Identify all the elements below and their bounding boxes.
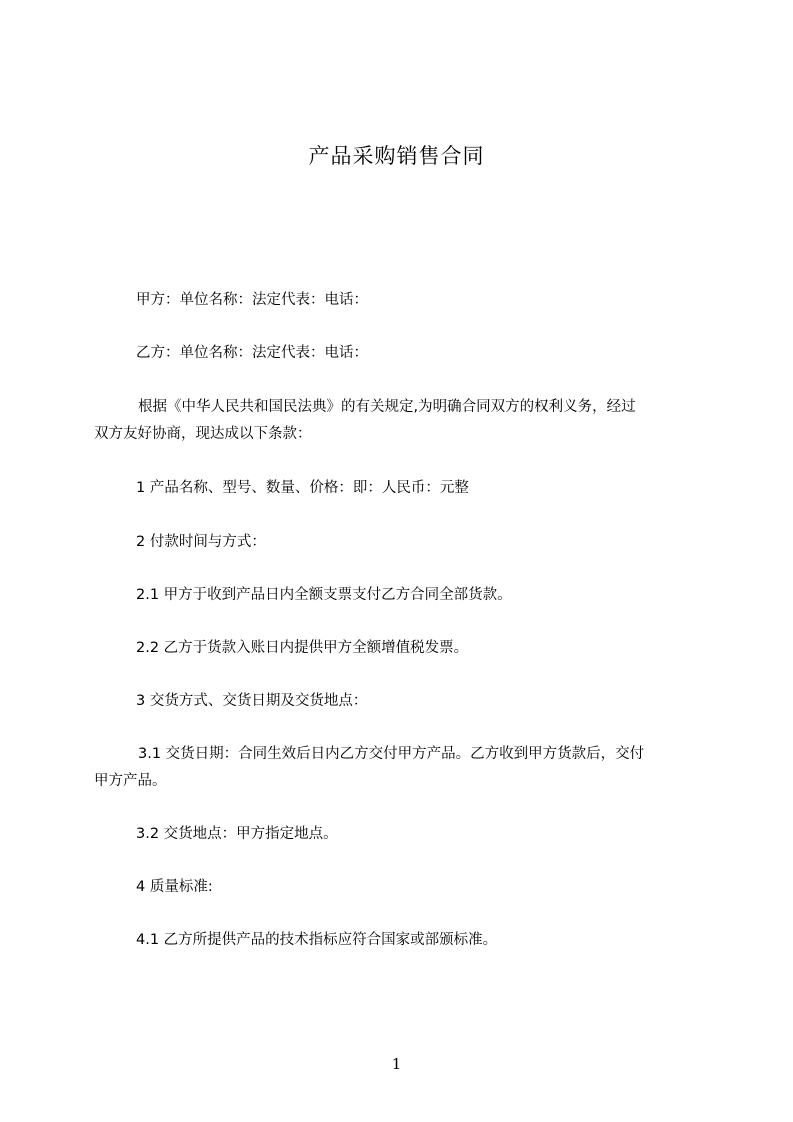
clause-4-1: 4.1 乙方所提供产品的技术指标应符合国家或部颁标准。 [136, 932, 498, 948]
clause-3-2: 3.2 交货地点：甲方指定地点。 [136, 826, 338, 842]
page-number: 1 [391, 1055, 402, 1073]
party-a-line: 甲方：单位名称：法定代表：电话： [136, 292, 368, 308]
party-b-line: 乙方：单位名称：法定代表：电话： [136, 345, 368, 361]
clause-3: 3 交货方式、交货日期及交货地点： [136, 693, 368, 709]
clause-2: 2 付款时间与方式： [136, 534, 266, 550]
clause-3-1-line-2: 甲方产品。 [94, 773, 167, 789]
clause-2-1: 2.1 甲方于收到产品日内全额支票支付乙方合同全部货款。 [136, 587, 512, 603]
clause-1: 1 产品名称、型号、数量、价格：即：人民币：元整 [136, 480, 469, 496]
clause-3-1-line-1: 3.1 交货日期：合同生效后日内乙方交付甲方产品。乙方收到甲方货款后，交付 [138, 746, 645, 762]
clause-2-2: 2.2 乙方于货款入账日内提供甲方全额增值税发票。 [136, 640, 469, 656]
document-title: 产品采购销售合同 [308, 144, 485, 168]
intro-paragraph-line-2: 双方友好协商，现达成以下条款： [94, 426, 312, 442]
clause-4: 4 质量标准: [136, 879, 213, 895]
intro-paragraph-line-1: 根据《中华人民共和国民法典》的有关规定,为明确合同双方的权利义务，经过 [138, 399, 636, 415]
